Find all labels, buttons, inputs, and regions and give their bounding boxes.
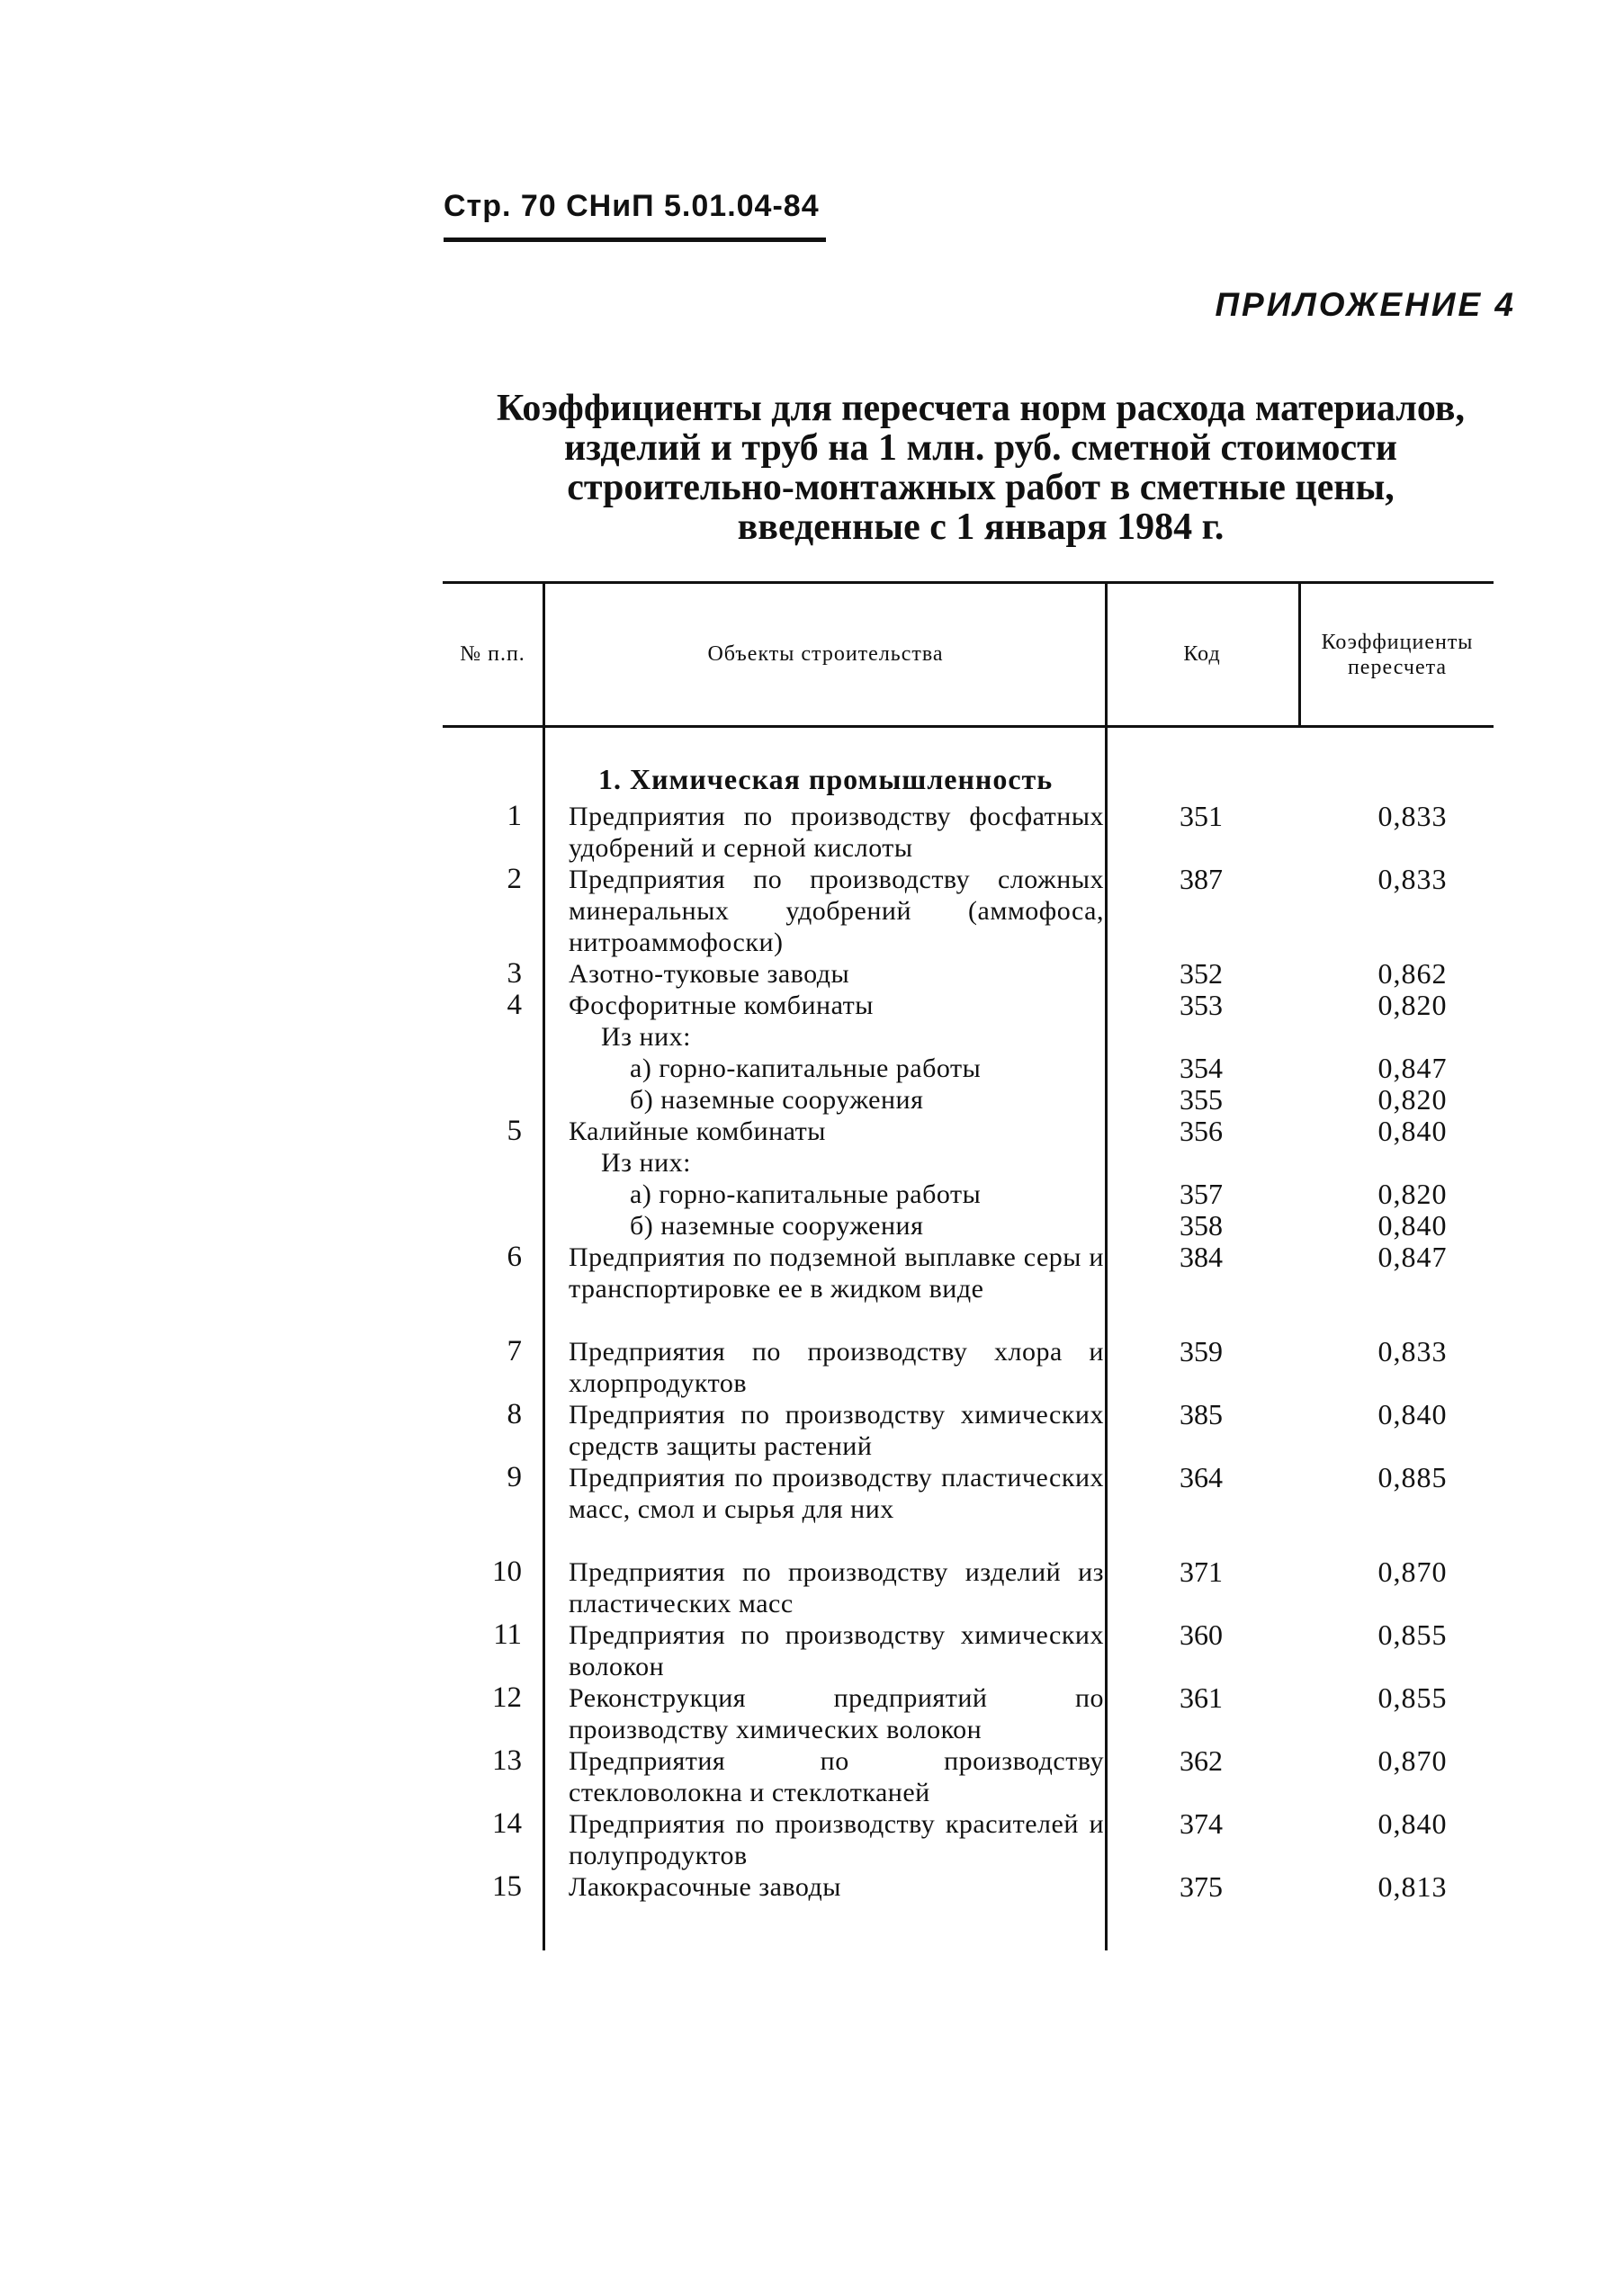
row-code: 353 <box>1180 989 1223 1021</box>
row-object: Калийные комбинаты <box>569 1116 826 1146</box>
title-line: введенные с 1 января 1984 г. <box>737 507 1225 548</box>
row-object: Из них: <box>601 1022 691 1052</box>
row-coefficient: 0,813 <box>1377 1870 1448 1903</box>
row-coefficient: 0,840 <box>1377 1807 1448 1840</box>
table-row <box>0 1681 1624 1744</box>
row-code: 362 <box>1180 1744 1223 1777</box>
row-number: 3 <box>507 957 522 990</box>
row-code: 351 <box>1180 800 1223 832</box>
row-number: 10 <box>492 1555 522 1588</box>
table-row <box>0 1147 1624 1178</box>
row-object: Азотно-туковые заводы <box>569 959 850 989</box>
row-object: а) горно-капитальные работы <box>630 1179 982 1209</box>
table-row <box>0 1807 1624 1870</box>
row-coefficient: 0,833 <box>1377 800 1448 832</box>
row-code: 352 <box>1180 957 1223 990</box>
header-underline <box>444 238 826 242</box>
table-row <box>0 957 1624 990</box>
column-header-number: № п.п. <box>460 642 525 666</box>
row-number: 11 <box>493 1618 522 1651</box>
column-header-code: Код <box>1183 642 1221 666</box>
title-line: строительно-монтажных работ в сметные цены, <box>567 467 1395 508</box>
table-row <box>0 800 1624 863</box>
table-row <box>0 1461 1624 1524</box>
table-row <box>0 1209 1624 1242</box>
section-title: 1. Химическая промышленность <box>598 763 1054 795</box>
page-reference: Стр. 70 СНиП 5.01.04-84 <box>444 189 820 223</box>
row-number: 14 <box>492 1807 522 1840</box>
table-row <box>0 1335 1624 1398</box>
row-code: 355 <box>1180 1083 1223 1116</box>
row-code: 384 <box>1180 1241 1223 1273</box>
row-code: 356 <box>1180 1115 1223 1147</box>
table-top-rule <box>443 581 1494 584</box>
row-coefficient: 0,847 <box>1377 1052 1448 1084</box>
row-coefficient: 0,862 <box>1377 957 1448 990</box>
row-number: 12 <box>492 1681 522 1714</box>
row-object: Предприятия по производству фосфатных удобрений и серной кислоты <box>569 802 1104 863</box>
row-code: 387 <box>1180 863 1223 895</box>
appendix-label: ПРИЛОЖЕНИЕ 4 <box>1215 286 1516 323</box>
row-code: 358 <box>1180 1209 1223 1242</box>
row-coefficient: 0,847 <box>1377 1241 1448 1273</box>
row-coefficient: 0,885 <box>1377 1461 1448 1493</box>
row-object: Реконструкция предприятий по производству химических волокон <box>569 1683 1104 1744</box>
row-number: 4 <box>507 989 522 1021</box>
row-coefficient: 0,840 <box>1377 1398 1448 1430</box>
row-object: Предприятия по подземной выплавке серы и транспортировке ее в жидком виде <box>569 1242 1104 1304</box>
row-code: 361 <box>1180 1681 1223 1714</box>
row-number: 7 <box>507 1335 522 1367</box>
row-coefficient: 0,840 <box>1377 1209 1448 1242</box>
row-code: 385 <box>1180 1398 1223 1430</box>
row-object: Предприятия по производству химических средств защиты растений <box>569 1400 1104 1461</box>
row-object: Предприятия по производству химических волокон <box>569 1620 1104 1681</box>
column-header-coefficient <box>1301 630 1494 680</box>
row-code: 354 <box>1180 1052 1223 1084</box>
row-code: 360 <box>1180 1618 1223 1651</box>
row-number: 9 <box>507 1461 522 1493</box>
table-header-rule <box>443 725 1494 728</box>
row-coefficient: 0,870 <box>1377 1555 1448 1588</box>
table-row <box>0 1555 1624 1618</box>
row-coefficient: 0,855 <box>1377 1681 1448 1714</box>
row-code: 357 <box>1180 1178 1223 1210</box>
row-object: Из них: <box>601 1148 691 1178</box>
row-object: а) горно-капитальные работы <box>630 1053 982 1083</box>
document-title <box>468 389 1494 547</box>
row-object: Предприятия по производству пластических масс, смол и сырья для них <box>569 1463 1104 1524</box>
row-code: 364 <box>1180 1461 1223 1493</box>
row-object: Предприятия по производству изделий из пластических масс <box>569 1557 1104 1618</box>
row-coefficient: 0,833 <box>1377 1335 1448 1367</box>
row-coefficient: 0,870 <box>1377 1744 1448 1777</box>
coefficient-header-line: Коэффициенты <box>1321 631 1474 654</box>
table-row <box>0 863 1624 957</box>
table-row <box>0 1083 1624 1116</box>
table-row <box>0 1744 1624 1807</box>
row-object: б) наземные сооружения <box>630 1085 924 1115</box>
row-object: б) наземные сооружения <box>630 1211 924 1241</box>
table-row <box>0 1618 1624 1681</box>
table-row <box>0 1398 1624 1461</box>
row-coefficient: 0,855 <box>1377 1618 1448 1651</box>
row-object: Лакокрасочные заводы <box>569 1872 841 1902</box>
row-object: Предприятия по производству красителей и полупродуктов <box>569 1809 1104 1870</box>
row-code: 371 <box>1180 1555 1223 1588</box>
row-number: 6 <box>507 1241 522 1273</box>
table-row <box>0 1021 1624 1052</box>
row-coefficient: 0,833 <box>1377 863 1448 895</box>
row-number: 2 <box>507 863 522 895</box>
row-code: 359 <box>1180 1335 1223 1367</box>
title-line: Коэффициенты для пересчета норм расхода материалов, <box>497 388 1465 429</box>
table-row <box>0 989 1624 1021</box>
row-object: Фосфоритные комбинаты <box>569 991 874 1020</box>
row-code: 374 <box>1180 1807 1223 1840</box>
row-code: 375 <box>1180 1870 1223 1903</box>
row-coefficient: 0,840 <box>1377 1115 1448 1147</box>
row-object: Предприятия по производству стекловолокна и стеклотканей <box>569 1746 1104 1807</box>
row-coefficient: 0,820 <box>1377 989 1448 1021</box>
row-number: 15 <box>492 1870 522 1903</box>
row-coefficient: 0,820 <box>1377 1178 1448 1210</box>
row-number: 13 <box>492 1744 522 1777</box>
row-number: 5 <box>507 1115 522 1147</box>
table-row <box>0 1870 1624 1903</box>
title-line: изделий и труб на 1 млн. руб. сметной стоимости <box>564 427 1397 469</box>
row-number: 8 <box>507 1398 522 1430</box>
row-coefficient: 0,820 <box>1377 1083 1448 1116</box>
row-number: 1 <box>507 800 522 832</box>
row-object: Предприятия по производству сложных минеральных удобрений (аммофоса, нитроаммофоски) <box>569 865 1104 957</box>
row-object: Предприятия по производству хлора и хлорпродуктов <box>569 1337 1104 1398</box>
column-header-object: Объекты строительства <box>707 642 944 666</box>
coefficient-header-line: пересчета <box>1347 656 1448 679</box>
